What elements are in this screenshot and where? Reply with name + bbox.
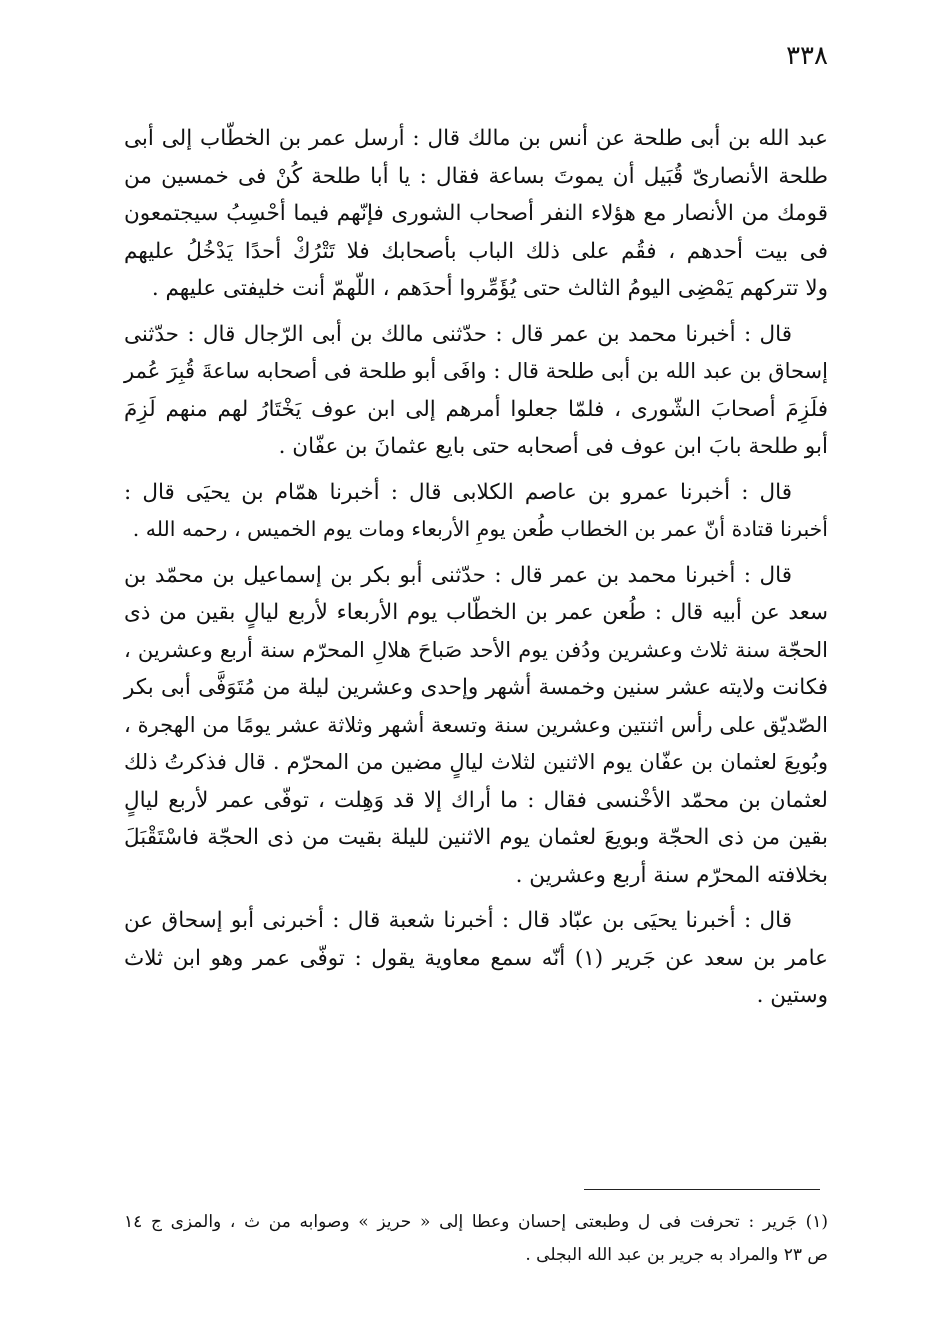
paragraph-5 xyxy=(124,902,828,1015)
text-line: عبد الله بن أبى طلحة عن أنس بن مالك قال : أرسل عمر بن الخطّاب إلى أبى xyxy=(124,126,828,151)
text-line: أبو طلحة بابَ ابن عوف فى أصحابه حتى بايع عثمانَ بن عفّان . xyxy=(278,434,828,459)
text-line: سعد عن أبيه قال : طُعن عمر بن الخطّاب يوم الأربعاء لأربع ليالٍ بقين من ذى xyxy=(124,600,828,625)
text-line: فلَزِمَ أصحابَ الشّورى ، فلمّا جعلوا أمرهم إلى ابن عوف يَخْتَارُ لهم منهم لَزِمَ xyxy=(124,396,828,422)
text-line: أخبرنا قتادة أنّ عمر بن الخطاب طُعن يومِ الأربعاء ومات يوم الخميس ، رحمه الله . xyxy=(132,517,828,541)
text-line: وبُويعَ لعثمان بن عفّان يوم الاثنين لثلاث ليالٍ مضين من المحرّم . قال فذكرتُ ذلك xyxy=(124,750,828,774)
text-line: الحجّة سنة ثلاث وعشرين ودُفن يوم الأحد صَباحَ هلالِ المحرّم سنة أربع وعشرين ، xyxy=(124,637,828,662)
text-line: فى بيت أحدهم ، فقُم على ذلك الباب بأصحابك فلا تَتْرُكْ أحدًا يَدْخُلُ عليهم xyxy=(124,238,828,264)
text-line: قال : أخبرنا محمد بن عمر قال : حدّثنى أبو بكر بن إسماعيل بن محمّد بن xyxy=(124,562,792,588)
text-line: إسحاق بن عبد الله بن أبى طلحة قال : وافَى أبو طلحة فى أصحابه ساعةَ قُبِرَ عُمر xyxy=(124,359,828,383)
footnote-line: ص ٢٣ والمراد به جرير بن عبد الله البجلى . xyxy=(525,1245,828,1265)
text-line: فكانت ولايته عشر سنين وخمسة أشهر وإحدى وعشرين ليلة من مُتَوَفَّى أبى بكر xyxy=(124,675,828,700)
text-line: قومك من الأنصار مع هؤلاء النفر أصحاب الشورى فإنّهم فيما أحْسِبُ سيجتمعون xyxy=(124,201,828,226)
paragraph-3 xyxy=(124,474,828,549)
text-line: وستين . xyxy=(756,983,828,1008)
text-line: بخلافته المحرّم سنة أربع وعشرين . xyxy=(515,862,828,888)
footnote-line: (١) جَرير : تحرفت فى ل وطبعتى إحسان وعطا إلى « حريز » وصوابه من ث ، والمزى ج ١٤ xyxy=(124,1212,828,1232)
paragraph-2 xyxy=(124,316,828,466)
footnotes xyxy=(124,1206,828,1272)
main-text xyxy=(124,120,828,1015)
footnote-divider xyxy=(584,1189,820,1190)
paragraph-1 xyxy=(124,120,828,308)
text-line: طلحة الأنصارىّ قُبَيل أن يموتَ بساعة فقال : يا أبا طلحة كُنْ فى خمسين من xyxy=(124,163,828,189)
text-line: عامر بن سعد عن جَرير (١) أنّه سمع معاوية يقول : توفّى عمر وهو ابن ثلاث xyxy=(124,945,828,971)
text-line: بقين من ذى الحجّة وبويعَ لعثمان يوم الاثنين لليلة بقيت من ذى الحجّة فاسْتَقْبَلَ xyxy=(124,825,828,850)
text-line: قال : أخبرنا محمد بن عمر قال : حدّثنى مالك بن أبى الرّجال قال : حدّثنى xyxy=(124,321,792,347)
footnote-1 xyxy=(124,1206,828,1272)
text-line: الصّديّق على رأس اثنتين وعشرين سنة وتسعة أشهر وثلاثة عشر يومًا من الهجرة ، xyxy=(124,712,828,737)
text-line: لعثمان بن محمّد الأخْنسى فقال : ما أراك إلا قد وَهِلت ، توفّى عمر لأربع ليالٍ xyxy=(124,787,828,813)
text-line: ولا تتركهم يَمْضِى اليومُ الثالث حتى يُؤَمِّروا أحدَهم ، اللّهمّ أنت خليفتى عليهم . xyxy=(151,276,828,301)
page-number: ٣٣٨ xyxy=(786,41,828,71)
paragraph-4 xyxy=(124,557,828,895)
text-line: قال : أخبرنا عمرو بن عاصم الكلابى قال : أخبرنا همّام بن يحيَى قال : xyxy=(124,479,792,505)
text-line: قال : أخبرنا يحيَى بن عبّاد قال : أخبرنا شعبة قال : أخبرنى أبو إسحاق عن xyxy=(124,908,792,933)
